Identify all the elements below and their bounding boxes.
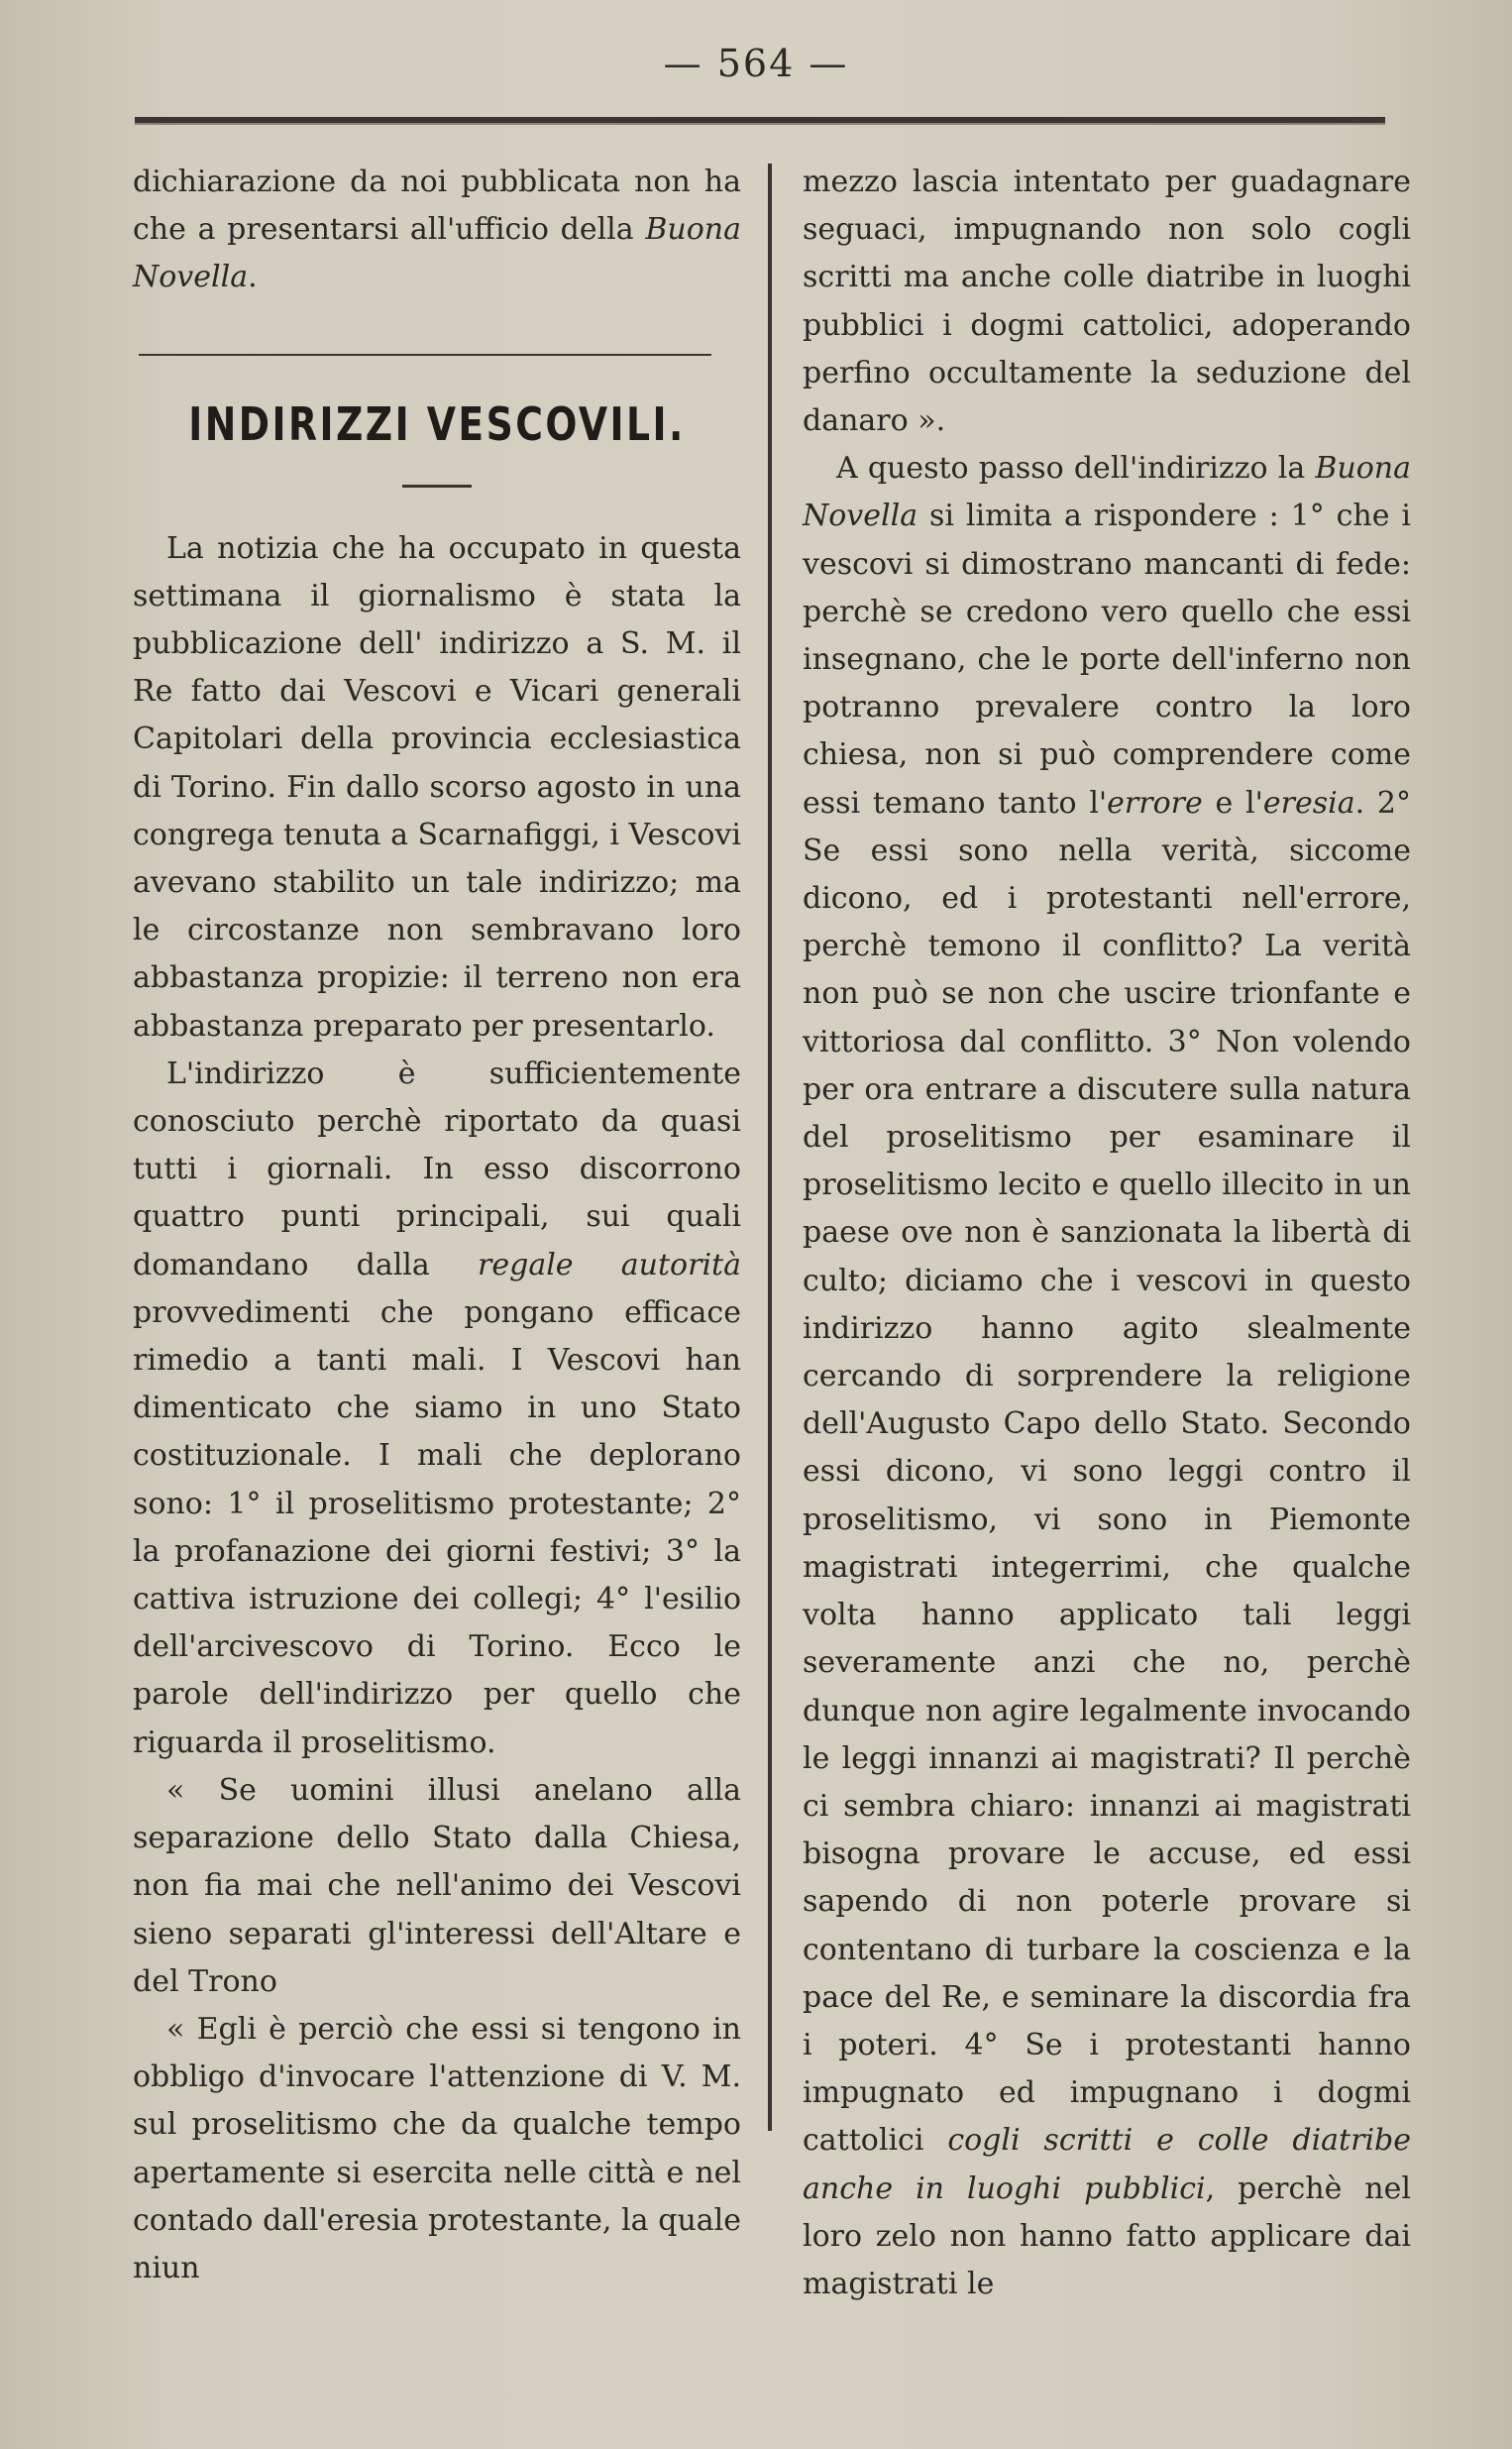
paragraph-3-quote: « Se uomini illusi anelano alla separazione dello Stato dalla Chiesa, non fia mai che nell'animo dei Vescovi sieno separati gl'interessi dell'Altare e del Trono <box>133 1772 741 1999</box>
opening-text: dichiarazione da noi pubblicata non ha che a presentarsi all'ufficio della <box>133 165 741 248</box>
right-p2-text-c: e l' <box>1202 785 1263 821</box>
section-heading: INDIRIZZI VESCOVILI. <box>188 396 686 451</box>
paragraph-2 <box>133 1051 741 1767</box>
right-p2-italic-3: eresia <box>1262 785 1355 821</box>
left-column <box>133 159 741 2292</box>
right-paragraph-1: mezzo lascia intentato per guadagnare seguaci, impugnando non solo cogli scritti ma anche colle diatribe in luoghi pubblici i dogmi cattolici, adoperando perfino occultamente la seduzione del danaro ». <box>803 165 1411 439</box>
right-column <box>803 159 1411 2308</box>
page-number: — 564 — <box>663 42 849 85</box>
top-rule <box>135 117 1385 125</box>
right-p2-text-d: . 2° Se essi sono nella verità, siccome dicono, ed i protestanti nell'errore, perchè temono il conflitto? La verità non può se non che uscire trionfante e vittoriosa dal conflitto. 3° Non volendo per ora entrare a discutere sulla natura del proselitismo per esaminare il proselitismo lecito e quello illecito in un paese ove non è sanzionata la libertà di culto; diciamo che i vescovi in questo indirizzo hanno agito slealmente cercando di sorprendere la religione dell'Augusto Capo dello Stato. Secondo essi dicono, vi sono leggi contro il proselitismo, vi sono in Piemonte magistrati integerrimi, che qualche volta hanno applicato tali leggi severamente anzi che no, perchè dunque non agire legalmente invocando le leggi innanzi ai magistrati? Il perchè ci sembra chiaro: innanzi ai magistrati bisogna provare le accuse, ed essi sapendo di non poterle provare si contentano di turbare la coscienza e la pace del Re, e seminare la discordia fra i poteri. 4° Se i protestanti hanno impugnato ed impugnano i dogmi cattolici <box>803 785 1412 2159</box>
right-p2-italic-1: Buona Novella <box>803 451 1411 534</box>
right-p2-text-e: , perchè nel loro zelo non hanno fatto applicare dai magistrati le <box>803 2171 1411 2301</box>
column-divider <box>768 164 772 2131</box>
right-paragraph-2 <box>803 445 1411 2308</box>
right-p2-text-a: A questo passo dell'indirizzo la <box>836 451 1316 487</box>
opening-paragraph <box>133 159 741 302</box>
right-p2-italic-4: cogli scritti e colle diatribe anche in luoghi pubblici <box>803 2123 1412 2206</box>
heading-dash <box>402 485 472 488</box>
opening-italic: Buona Novella <box>133 212 741 295</box>
paragraph-2-italic: regale autorità <box>478 1247 741 1282</box>
paragraph-2-text-b: provvedimenti che pongano efficace rimedio a tanti mali. I Vescovi han dimenticato che siamo in uno Stato costituzionale. I mali che deplorano sono: 1° il proselitismo protestante; 2° la profanazione dei giorni festivi; 3° la cattiva istruzione dei collegi; 4° l'esilio dell'arcivescovo di Torino. Ecco le parole dell'indirizzo per quello che riguarda il proselitismo. <box>133 1294 741 1760</box>
right-p2-italic-2: errore <box>1107 785 1203 821</box>
right-p2-text-b: si limita a rispondere : 1° che i vescovi si dimostrano mancanti di fede: perchè se credono vero quello che essi insegnano, che le porte dell'inferno non potranno prevalere contro la loro chiesa, non si può comprendere come essi temano tanto l' <box>803 499 1411 821</box>
paragraph-2-text-a: L'indirizzo è sufficientemente conosciuto perchè riportato da quasi tutti i giornali. In esso discorrono quattro punti principali, sui quali domandano dalla <box>133 1056 741 1282</box>
paragraph-4-quote: « Egli è perciò che essi si tengono in obbligo d'invocare l'attenzione di V. M. sul proselitismo che da qualche tempo apertamente si esercita nelle città e nel contado dall'eresia protestante, la quale niun <box>133 2011 741 2285</box>
section-rule <box>139 354 711 356</box>
paragraph-1: La notizia che ha occupato in questa settimana il giornalismo è stata la pubblicazione dell' indirizzo a S. M. il Re fatto dai Vescovi e Vicari generali Capitolari della provincia ecclesiastica di Torino. Fin dallo scorso agosto in una congrega tenuta a Scarnafiggi, i Vescovi avevano stabilito un tale indirizzo; ma le circostanze non sembravano loro abbastanza propizie: il terreno non era abbastanza preparato per presentarlo. <box>133 530 741 1044</box>
opening-end: . <box>248 260 258 295</box>
